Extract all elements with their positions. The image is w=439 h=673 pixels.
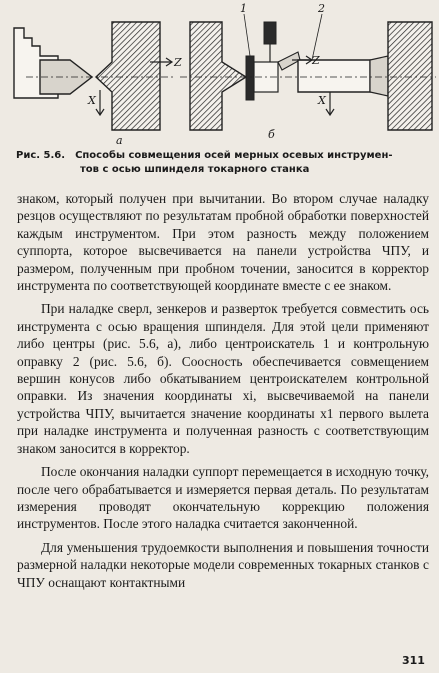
body-text — [17, 190, 429, 591]
mandrel-2 — [298, 60, 370, 92]
label-x-right: X — [318, 94, 326, 107]
tool-holder-b — [388, 22, 432, 130]
spindle-b — [190, 22, 246, 130]
x-arrow-b — [326, 92, 334, 115]
label-part-1: 1 — [240, 2, 247, 15]
label-x-left: X — [88, 94, 96, 107]
label-sub-a: а — [116, 134, 123, 147]
spindle-center-a — [96, 22, 160, 130]
probe-tip — [278, 52, 300, 70]
label-z-right: Z — [312, 54, 320, 67]
figure-caption — [16, 149, 426, 177]
paragraph-2: При наладке сверл, зенкеров и разверток требуется совместить ось инструмента с осью вращения шпинделя. Для этой цели применяют либо центры (рис. 5.6, а), либо центроискатель 1 и контрольную оправку 2 (рис. 5.6, б). Соосность обеспечивается совмещением вершин конусов либо обкатыванием центроискателем контрольной оправки. Из значения координаты xi, высвечиваемой на панели устройства ЧПУ, вычитается значение координаты x1 первого вылета при наладке инструмента и полученная разность с соответствующим знаком заносится в корректор. — [17, 301, 429, 456]
mandrel-shank — [370, 56, 388, 96]
paragraph-1: знаком, который получен при вычитании. Во втором случае наладку резцов осуществляют по результатам пробной обработки поверхностей каждым инструментом. При этом разность между положением суппорта, которое высвечивается на панели устройства ЧПУ, и размером, полученным при пробном точении, заносится в корректор инструмента по соответствующей координате вместе с ее знаком. — [17, 191, 429, 294]
paragraph-3: После окончания наладки суппорт перемещается в исходную точку, после чего обрабатывается и измеряется первая деталь. По результатам измерения проводят окончательную коррекцию положения инструментов. После этого наладка считается законченной. — [17, 464, 429, 532]
x-arrow-a — [96, 90, 104, 115]
figure-5-6 — [0, 0, 439, 150]
figure-b — [180, 14, 436, 130]
figure-a — [14, 22, 175, 130]
leader-1 — [244, 14, 250, 56]
caption-line-1: Способы совмещения осей мерных осевых инструмен- — [75, 150, 393, 161]
caption-label: Рис. 5.6. — [16, 150, 66, 161]
caption-line-2: тов с осью шпинделя токарного станка — [80, 164, 310, 175]
label-sub-b: б — [268, 128, 275, 141]
paragraph-4: Для уменьшения трудоемкости выполнения и повышения точности размерной наладки некоторые модели современных токарных станков с ЧПУ оснащают контактными — [17, 539, 429, 590]
label-part-2: 2 — [318, 2, 325, 15]
label-z-left: Z — [174, 56, 182, 69]
center-finder-body — [246, 56, 254, 100]
dial-indicator — [264, 22, 276, 44]
page-number: 311 — [402, 654, 425, 667]
